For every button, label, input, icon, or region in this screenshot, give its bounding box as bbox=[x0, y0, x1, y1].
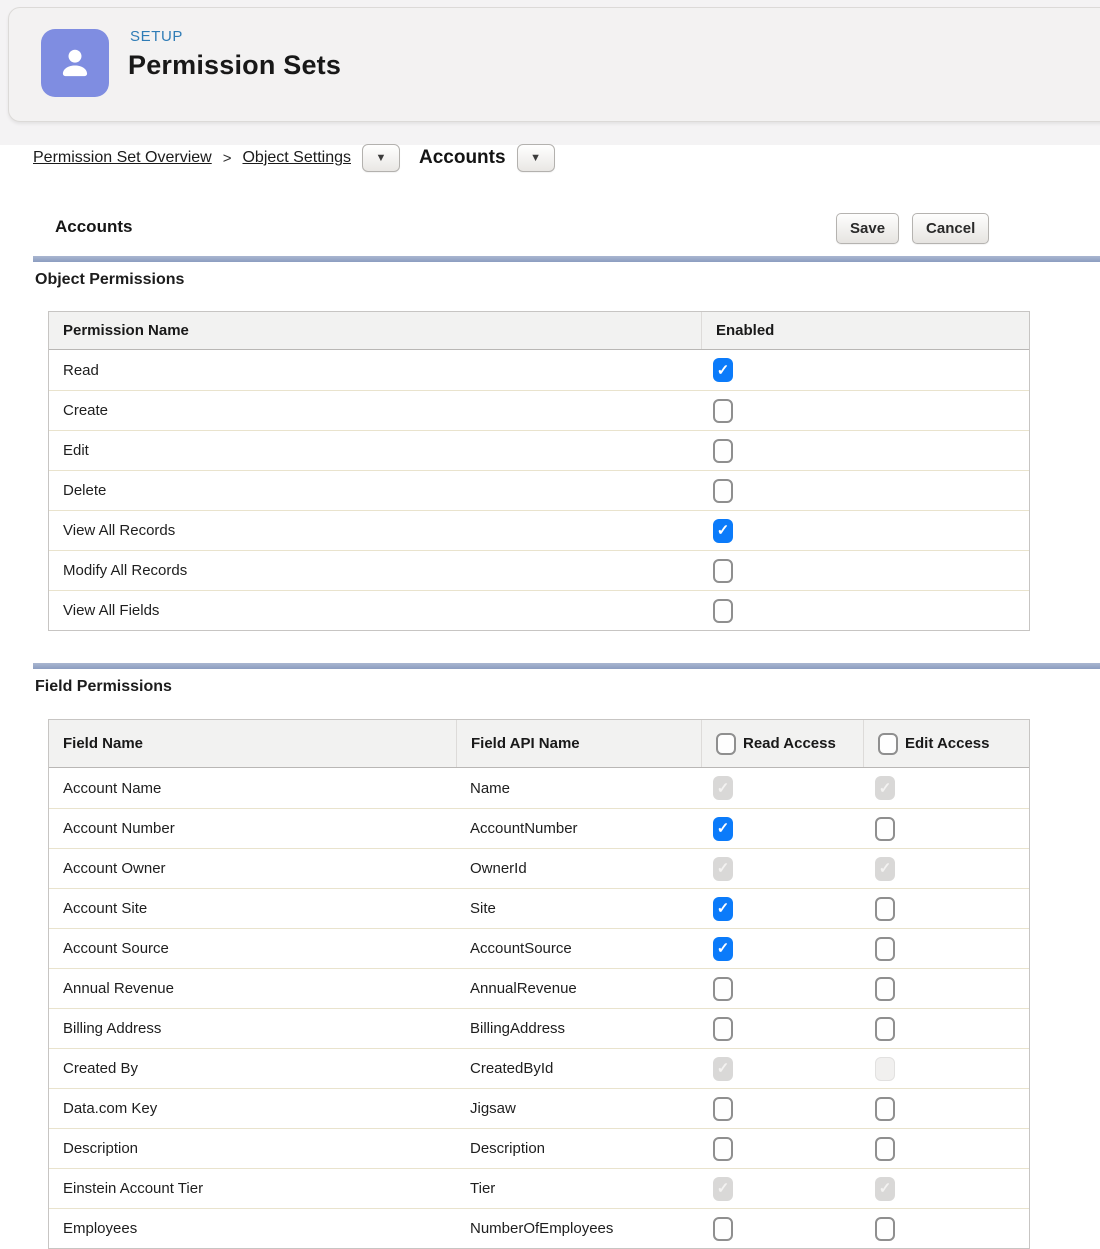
section-heading-accounts: Accounts bbox=[55, 217, 133, 236]
checkbox-read-access-description[interactable] bbox=[713, 1137, 733, 1161]
read-access-cell bbox=[701, 1009, 863, 1048]
checkbox-edit-access-description[interactable] bbox=[875, 1137, 895, 1161]
field-name-cell: Einstein Account Tier bbox=[63, 1180, 204, 1197]
table-row bbox=[49, 1208, 1029, 1248]
edit-access-cell bbox=[863, 889, 1029, 928]
section-divider-bar bbox=[33, 256, 1100, 262]
field-name-cell: Account Name bbox=[63, 779, 162, 797]
breadcrumb bbox=[33, 142, 555, 174]
permission-name-cell: Edit bbox=[63, 442, 89, 459]
field-api-name-cell: Site bbox=[470, 900, 496, 917]
object-settings-dropdown-button[interactable] bbox=[362, 144, 400, 172]
field-name-cell: Billing Address bbox=[63, 1020, 162, 1037]
field-name-cell: Account Number bbox=[63, 820, 175, 837]
table-row bbox=[49, 590, 1029, 630]
breadcrumb-separator: > bbox=[222, 149, 232, 167]
checkbox-edit-access-account-name: ✓ bbox=[875, 776, 895, 800]
permission-name-cell: View All Fields bbox=[63, 602, 160, 619]
object-permissions-table-header bbox=[49, 312, 1029, 350]
field-name-cell: Created By bbox=[63, 1060, 139, 1077]
checkbox-enabled-edit[interactable] bbox=[713, 439, 733, 463]
table-row bbox=[49, 470, 1029, 510]
save-button[interactable]: Save bbox=[836, 213, 899, 244]
edit-access-cell bbox=[863, 768, 1029, 808]
column-header-field-api-name: Field API Name bbox=[456, 720, 701, 767]
edit-access-cell bbox=[863, 1009, 1029, 1048]
edit-access-cell bbox=[863, 1169, 1029, 1208]
checkbox-enabled-delete[interactable] bbox=[713, 479, 733, 503]
checkbox-read-access-account-number[interactable]: ✓ bbox=[713, 817, 733, 841]
table-row bbox=[49, 968, 1029, 1008]
field-name-cell: Data.com Key bbox=[63, 1100, 158, 1117]
enabled-cell bbox=[701, 511, 1029, 550]
checkbox-read-access-account-source[interactable]: ✓ bbox=[713, 937, 733, 961]
checkbox-enabled-view-all-fields[interactable] bbox=[713, 599, 733, 623]
accounts-dropdown-button[interactable] bbox=[517, 144, 555, 172]
edit-access-cell bbox=[863, 809, 1029, 848]
column-header-field-name: Field Name bbox=[63, 735, 144, 752]
edit-access-select-all-checkbox[interactable] bbox=[878, 733, 898, 755]
checkbox-read-access-created-by: ✓ bbox=[713, 1057, 733, 1081]
page-title: Permission Sets bbox=[128, 50, 342, 80]
read-access-cell bbox=[701, 768, 863, 808]
enabled-cell bbox=[701, 350, 1029, 390]
permission-name-cell: View All Records bbox=[63, 522, 176, 539]
table-row bbox=[49, 550, 1029, 590]
read-access-cell bbox=[701, 1169, 863, 1208]
field-name-cell: Employees bbox=[63, 1220, 138, 1237]
checkbox-read-access-einstein-account-tier: ✓ bbox=[713, 1177, 733, 1201]
read-access-cell bbox=[701, 929, 863, 968]
checkbox-read-access-billing-address[interactable] bbox=[713, 1017, 733, 1041]
field-api-name-cell: CreatedById bbox=[470, 1060, 554, 1077]
permission-name-cell: Read bbox=[63, 361, 99, 379]
field-api-name-cell: BillingAddress bbox=[470, 1020, 566, 1037]
chevron-down-icon: ▼ bbox=[375, 152, 387, 164]
table-row bbox=[49, 808, 1029, 848]
chevron-down-icon: ▼ bbox=[530, 152, 541, 164]
object-permissions-table bbox=[48, 311, 1030, 631]
breadcrumb-current-accounts: Accounts bbox=[418, 147, 506, 168]
read-access-cell bbox=[701, 1049, 863, 1088]
column-header-edit-access-label: Edit Access bbox=[905, 735, 990, 752]
checkbox-edit-access-employees[interactable] bbox=[875, 1217, 895, 1241]
field-permissions-table bbox=[48, 719, 1030, 1249]
edit-access-cell bbox=[863, 969, 1029, 1008]
field-permissions-table-body bbox=[49, 768, 1029, 1248]
table-row bbox=[49, 430, 1029, 470]
checkbox-edit-access-account-site[interactable] bbox=[875, 897, 895, 921]
checkbox-edit-access-annual-revenue[interactable] bbox=[875, 977, 895, 1001]
enabled-cell bbox=[701, 591, 1029, 630]
checkbox-enabled-view-all-records[interactable]: ✓ bbox=[713, 519, 733, 543]
field-api-name-cell: Name bbox=[470, 779, 511, 797]
field-api-name-cell: Jigsaw bbox=[470, 1100, 516, 1117]
user-icon bbox=[41, 29, 109, 97]
field-name-cell: Account Site bbox=[63, 900, 148, 917]
column-header-read-access-label: Read Access bbox=[743, 735, 836, 752]
checkbox-read-access-employees[interactable] bbox=[713, 1217, 733, 1241]
checkbox-edit-access-account-number[interactable] bbox=[875, 817, 895, 841]
table-row bbox=[49, 1008, 1029, 1048]
column-header-enabled: Enabled bbox=[701, 312, 1029, 349]
checkbox-read-access-account-name: ✓ bbox=[713, 776, 733, 800]
object-permissions-table-body bbox=[49, 350, 1029, 630]
permission-name-cell: Delete bbox=[63, 482, 107, 499]
table-row bbox=[49, 1168, 1029, 1208]
read-access-cell bbox=[701, 849, 863, 888]
edit-access-cell bbox=[863, 1209, 1029, 1248]
read-access-select-all-checkbox[interactable] bbox=[716, 733, 736, 755]
table-row bbox=[49, 1128, 1029, 1168]
edit-access-cell bbox=[863, 1049, 1029, 1088]
setup-eyebrow-label: SETUP bbox=[130, 28, 184, 45]
breadcrumb-link-permission-set-overview[interactable]: Permission Set Overview bbox=[33, 149, 212, 166]
read-access-cell bbox=[701, 969, 863, 1008]
read-access-cell bbox=[701, 1129, 863, 1168]
read-access-cell bbox=[701, 809, 863, 848]
checkbox-enabled-create[interactable] bbox=[713, 399, 733, 423]
field-name-cell: Account Owner bbox=[63, 860, 166, 877]
checkbox-edit-access-created-by bbox=[875, 1057, 895, 1081]
field-api-name-cell: NumberOfEmployees bbox=[470, 1220, 614, 1237]
table-row bbox=[49, 510, 1029, 550]
field-api-name-cell: OwnerId bbox=[470, 860, 527, 877]
checkbox-read-access-data-com-key[interactable] bbox=[713, 1097, 733, 1121]
enabled-cell bbox=[701, 551, 1029, 590]
field-api-name-cell: AccountSource bbox=[470, 940, 572, 957]
cancel-button[interactable]: Cancel bbox=[912, 213, 989, 244]
column-header-edit-access bbox=[863, 720, 1029, 767]
table-row bbox=[49, 390, 1029, 430]
table-row bbox=[49, 928, 1029, 968]
field-name-cell: Account Source bbox=[63, 940, 169, 957]
breadcrumb-link-object-settings[interactable]: Object Settings bbox=[242, 149, 351, 166]
object-permissions-heading: Object Permissions bbox=[35, 271, 185, 288]
field-name-cell: Description bbox=[63, 1140, 139, 1157]
edit-access-cell bbox=[863, 1129, 1029, 1168]
checkbox-enabled-modify-all-records[interactable] bbox=[713, 559, 733, 583]
checkbox-edit-access-billing-address[interactable] bbox=[875, 1017, 895, 1041]
edit-access-cell bbox=[863, 929, 1029, 968]
table-row bbox=[49, 768, 1029, 808]
field-name-cell: Annual Revenue bbox=[63, 980, 174, 997]
checkbox-edit-access-account-source[interactable] bbox=[875, 937, 895, 961]
table-row bbox=[49, 848, 1029, 888]
checkbox-enabled-read[interactable]: ✓ bbox=[713, 358, 733, 382]
table-row bbox=[49, 1048, 1029, 1088]
field-api-name-cell: AccountNumber bbox=[470, 820, 578, 837]
table-row bbox=[49, 1088, 1029, 1128]
column-header-read-access bbox=[701, 720, 863, 767]
checkbox-edit-access-account-owner: ✓ bbox=[875, 857, 895, 881]
field-api-name-cell: AnnualRevenue bbox=[470, 980, 577, 997]
enabled-cell bbox=[701, 471, 1029, 510]
section-divider-bar bbox=[33, 663, 1100, 669]
read-access-cell bbox=[701, 1209, 863, 1248]
checkbox-read-access-annual-revenue[interactable] bbox=[713, 977, 733, 1001]
enabled-cell bbox=[701, 391, 1029, 430]
field-api-name-cell: Tier bbox=[470, 1180, 496, 1197]
enabled-cell bbox=[701, 431, 1029, 470]
read-access-cell bbox=[701, 889, 863, 928]
column-header-permission-name: Permission Name bbox=[63, 322, 189, 339]
read-access-cell bbox=[701, 1089, 863, 1128]
permission-name-cell: Create bbox=[63, 402, 109, 419]
table-row bbox=[49, 888, 1029, 928]
action-buttons bbox=[836, 213, 989, 244]
setup-header-card bbox=[8, 7, 1100, 122]
table-row bbox=[49, 350, 1029, 390]
checkbox-edit-access-einstein-account-tier: ✓ bbox=[875, 1177, 895, 1201]
checkbox-edit-access-data-com-key[interactable] bbox=[875, 1097, 895, 1121]
permission-name-cell: Modify All Records bbox=[63, 562, 188, 579]
field-permissions-table-header bbox=[49, 720, 1029, 768]
edit-access-cell bbox=[863, 849, 1029, 888]
field-permissions-heading: Field Permissions bbox=[35, 678, 172, 695]
checkbox-read-access-account-owner: ✓ bbox=[713, 857, 733, 881]
edit-access-cell bbox=[863, 1089, 1029, 1128]
field-api-name-cell: Description bbox=[470, 1140, 546, 1157]
checkbox-read-access-account-site[interactable]: ✓ bbox=[713, 897, 733, 921]
